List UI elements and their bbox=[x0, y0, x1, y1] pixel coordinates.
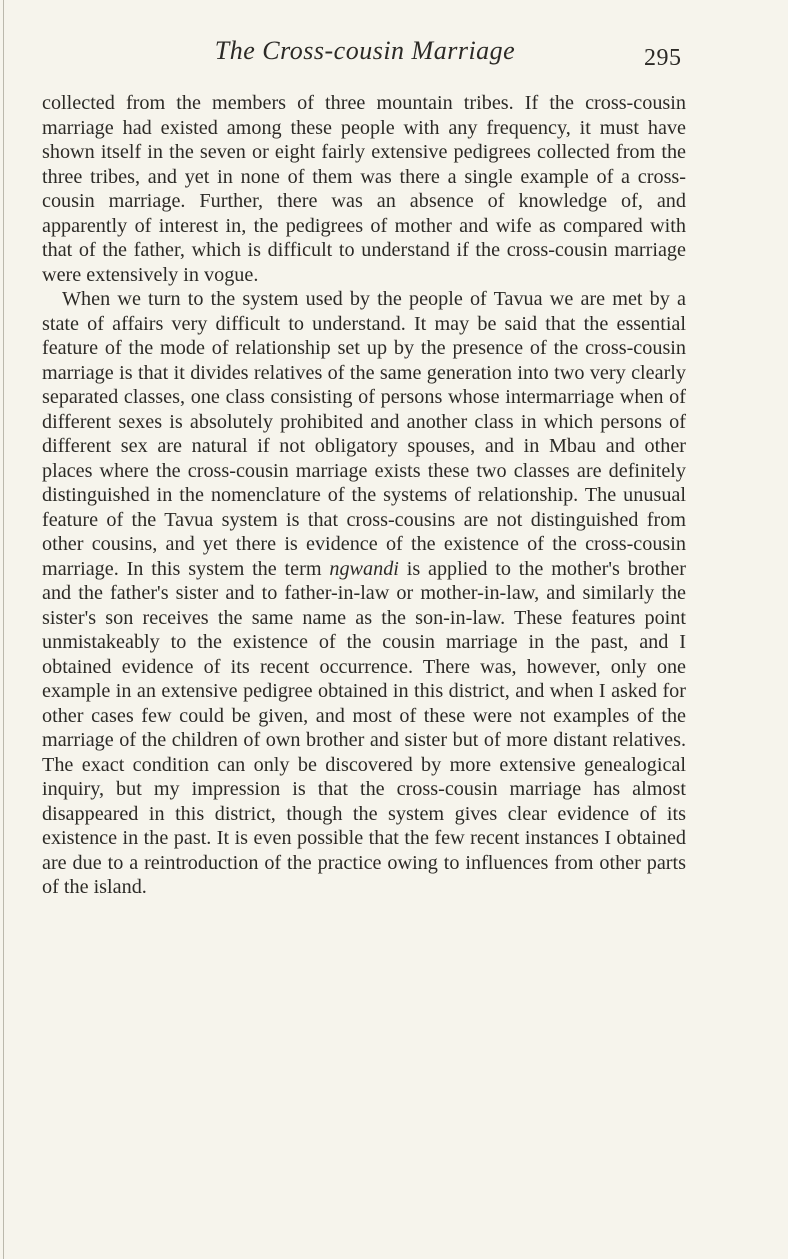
page-number: 295 bbox=[644, 45, 682, 71]
paragraph-2-text-end: is applied to the mother's brother and the father's sister and to father-in-law or mother-in-law, and similarly the sister's son receives the same name as the son-in-law. These features point unmistakeably to the existence of the cousin marriage in the past, and I obtained evidence of its recent occurrence. There was, however, only one example in an extensive pedigree obtained in this district, and when I asked for other cases few could be given, and most of these were not examples of the marriage of the children of own brother and sister but of more distant relatives. The exact condition can only be discovered by more extensive genealogical inquiry, but my impression is that the cross-cousin marriage has almost disappeared in this district, though the system gives clear evidence of its existence in the past. It is even possible that the few recent instances I obtained are due to a reintroduction of the practice owing to influences from other parts of the island. bbox=[42, 557, 686, 898]
running-title: The Cross-cousin Marriage bbox=[214, 36, 516, 65]
paragraph-1: collected from the members of three mountain tribes. If the cross-cousin marriage had existed among these people with any frequency, it must have shown itself in the seven or eight fairly extensive pedigrees collected from the three tribes, and yet in none of them was there a single example of a cross-cousin marriage. Further, there was an absence of knowledge of, and apparently of interest in, the pedigrees of mother and wife as compared with that of the father, which is difficult to understand if the cross-cousin marriage were extensively in vogue. bbox=[42, 92, 686, 286]
page-edge-line bbox=[3, 0, 4, 1259]
paragraph-2-text-start: When we turn to the system used by the people of Tavua we are met by a state of affairs very difficult to understand. It may be said that the essential feature of the mode of relationship set up by the presence of the cross-cousin marriage is that it divides relatives of the same generation into two very clearly separated classes, one class consisting of persons whose intermarriage when of different sexes is absolutely prohibited and another class in which persons of different sex are natural if not obligatory spouses, and in Mbau and other places where the cross-cousin marriage exists these two classes are definitely distinguished in the nomenclature of the systems of relationship. The unusual feature of the Tavua system is that cross-cousins are not distinguished from other cousins, and yet there is evidence of the existence of the cross-cousin marriage. In this system the term bbox=[42, 288, 686, 580]
page-header bbox=[0, 36, 788, 76]
term-ngwandi: ngwandi bbox=[329, 557, 399, 580]
paragraph-2 bbox=[42, 287, 686, 900]
body-text bbox=[42, 91, 686, 900]
